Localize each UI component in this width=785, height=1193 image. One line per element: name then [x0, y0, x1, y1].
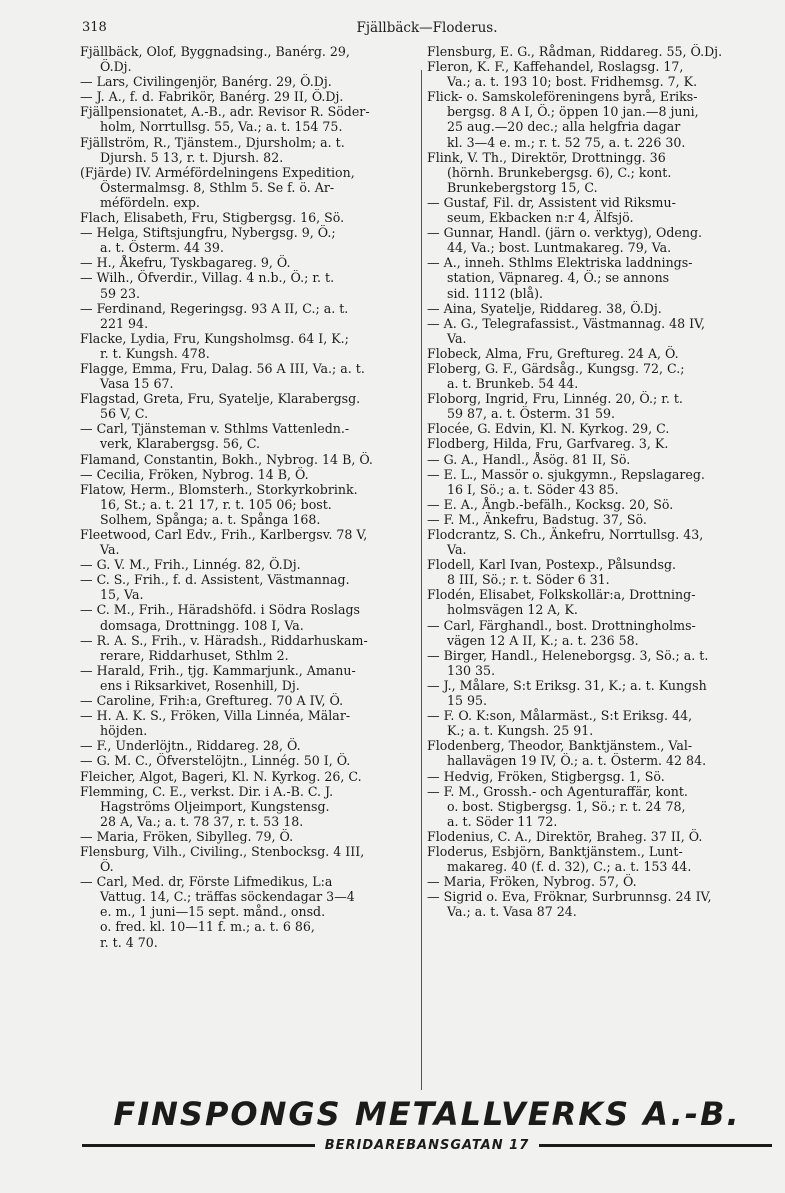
entry-continuation: 130 35. — [447, 662, 496, 678]
directory-entry: — Ferdinand, Regeringsg. 93 A II, C.; a. t. — [80, 300, 349, 316]
page-number: 318 — [82, 20, 107, 35]
directory-entry: — Sigrid o. Eva, Fröknar, Surbrunnsg. 24 IV, — [427, 889, 712, 905]
directory-entry: Flensburg, Vilh., Civiling., Stenbocksg. 4 III, — [80, 843, 365, 859]
entry-continuation: 221 94. — [100, 315, 149, 331]
directory-entry: Fleicher, Algot, Bageri, Kl. N. Kyrkog. 26, C. — [80, 768, 362, 784]
entry-continuation: e. m., 1 juni—15 sept. månd., onsd. — [100, 904, 326, 920]
entry-continuation: a. t. Österm. 44 39. — [100, 240, 224, 256]
directory-entry: Flacke, Lydia, Fru, Kungsholmsg. 64 I, K.; — [80, 330, 349, 346]
directory-entry: — Wilh., Öfverdir., Villag. 4 n.b., Ö.; r. t. — [80, 270, 335, 286]
entry-continuation: a. t. Söder 11 72. — [447, 813, 558, 829]
right-column — [427, 44, 779, 919]
entry-continuation: hallavägen 19 IV, Ö.; a. t. Österm. 42 84. — [447, 753, 707, 769]
entry-continuation: sid. 1112 (blå). — [447, 285, 544, 301]
directory-entry: Flach, Elisabeth, Fru, Stigbergsg. 16, Sö. — [80, 210, 345, 226]
entry-continuation: Vasa 15 67. — [100, 376, 174, 392]
entry-continuation: station, Väpnareg. 4, Ö.; se annons — [447, 270, 670, 286]
directory-entry: — Harald, Frih., tjg. Kammarjunk., Amanu- — [80, 662, 356, 678]
directory-entry: Fjällbäck, Olof, Byggnadsing., Banérg. 29, — [80, 44, 350, 59]
entry-continuation: bergsg. 8 A I, Ö.; öppen 10 jan.—8 juni, — [447, 104, 699, 120]
entry-continuation: o. fred. kl. 10—11 f. m.; a. t. 6 86, — [100, 919, 315, 935]
directory-entry: Flensburg, E. G., Rådman, Riddareg. 55, Ö.Dj. — [427, 44, 723, 59]
entry-continuation: vägen 12 A II, K.; a. t. 236 58. — [447, 632, 639, 648]
entry-continuation: K.; a. t. Kungsh. 25 91. — [447, 723, 594, 739]
directory-entry: — Gunnar, Handl. (järn o. verktyg), Odeng. — [427, 225, 703, 241]
entry-continuation: rerare, Riddarhuset, Sthlm 2. — [100, 647, 289, 663]
entry-continuation: 59 87, a. t. Österm. 31 59. — [447, 406, 615, 422]
entry-continuation: Va. — [100, 542, 120, 558]
entry-continuation: méfördeln. exp. — [100, 194, 200, 210]
entry-continuation: verk, Klarabergsg. 56, C. — [100, 436, 261, 452]
directory-entry: — A., inneh. Sthlms Elektriska laddnings- — [427, 255, 693, 271]
directory-entry: — E. L., Massör o. sjukgymn., Repslagareg. — [427, 466, 705, 482]
entry-continuation: 16, St.; a. t. 21 17, r. t. 105 06; bost. — [100, 496, 332, 512]
directory-entry: — Birger, Handl., Heleneborgsg. 3, Sö.; a. t. — [427, 647, 709, 663]
directory-entry: — Lars, Civilingenjör, Banérg. 29, Ö.Dj. — [80, 74, 332, 90]
entry-continuation: Ö.Dj. — [100, 59, 132, 75]
directory-entry: — Maria, Fröken, Nybrog. 57, Ö. — [427, 874, 637, 890]
directory-entry: — Hedvig, Fröken, Stigbergsg. 1, Sö. — [427, 768, 665, 784]
directory-entry: — Carl, Med. dr, Förste Lifmedikus, L:a — [80, 874, 333, 890]
directory-entry: Flamand, Constantin, Bokh., Nybrog. 14 B, Ö. — [80, 451, 373, 467]
directory-entry: Floderus, Esbjörn, Banktjänstem., Lunt- — [427, 843, 683, 859]
entry-continuation: Va. — [447, 542, 467, 558]
directory-entry: — E. A., Ångb.-befälh., Kocksg. 20, Sö. — [427, 496, 674, 512]
column-divider — [421, 70, 422, 1090]
entry-continuation: Hagströms Oljeimport, Kungstensg. — [100, 798, 330, 814]
directory-entry: — H., Åkefru, Tyskbagareg. 9, Ö. — [80, 255, 291, 271]
entry-continuation: 44, Va.; bost. Luntmakareg. 79, Va. — [447, 240, 672, 256]
directory-entry: Flagstad, Greta, Fru, Syatelje, Klarabergsg. — [80, 391, 361, 407]
entry-continuation: ens i Riksarkivet, Rosenhill, Dj. — [100, 677, 300, 693]
directory-entry: Fjällpensionatet, A.-B., adr. Revisor R. Söder- — [80, 104, 370, 120]
entry-continuation: (hörnh. Brunkebergsg. 6), C.; kont. — [447, 164, 672, 180]
directory-entry: — F. O. K:son, Målarmäst., S:t Eriksg. 44, — [427, 708, 693, 724]
directory-entry: Flodberg, Hilda, Fru, Garfvareg. 3, K. — [427, 436, 669, 452]
entry-continuation: r. t. Kungsh. 478. — [100, 345, 210, 361]
entry-continuation: Djursh. 5 13, r. t. Djursh. 82. — [100, 149, 284, 165]
entry-continuation: r. t. 4 70. — [100, 934, 158, 950]
directory-entry: Fleron, K. F., Kaffehandel, Roslagsg. 17, — [427, 59, 684, 75]
directory-entry: Flick- o. Samskoleföreningens byrå, Eriks- — [427, 89, 698, 105]
entry-continuation: Brunkebergstorg 15, C. — [447, 179, 598, 195]
advertisement — [82, 1096, 772, 1166]
entry-continuation: Ö. — [100, 859, 114, 875]
entry-continuation: seum, Ekbacken n:r 4, Älfsjö. — [447, 210, 634, 226]
directory-entry: — F., Underlöjtn., Riddareg. 28, Ö. — [80, 738, 301, 754]
directory-entry: — Caroline, Frih:a, Greftureg. 70 A IV, Ö. — [80, 693, 344, 709]
directory-entry: — A. G., Telegrafassist., Västmannag. 48 IV, — [427, 315, 706, 331]
ad-rule-left — [82, 1144, 315, 1147]
ad-rule-right — [539, 1144, 772, 1147]
entry-continuation: domsaga, Drottningg. 108 I, Va. — [100, 617, 304, 633]
directory-entry: — J. A., f. d. Fabrikör, Banérg. 29 II, Ö.Dj. — [80, 89, 344, 105]
directory-entry: — C. S., Frih., f. d. Assistent, Västmannag. — [80, 572, 350, 588]
directory-entry: — Cecilia, Fröken, Nybrog. 14 B, Ö. — [80, 466, 309, 482]
entry-continuation: Solhem, Spånga; a. t. Spånga 168. — [100, 511, 321, 527]
entry-continuation: Va. — [447, 330, 467, 346]
directory-entry: Fjällström, R., Tjänstem., Djursholm; a. t. — [80, 134, 345, 150]
directory-entry: — Carl, Tjänsteman v. Sthlms Vattenledn.- — [80, 421, 350, 437]
entry-continuation: 8 III, Sö.; r. t. Söder 6 31. — [447, 572, 610, 588]
directory-entry: Flobeck, Alma, Fru, Greftureg. 24 A, Ö. — [427, 345, 679, 361]
directory-entry: — G. V. M., Frih., Linnég. 82, Ö.Dj. — [80, 557, 301, 573]
entry-continuation: 56 V, C. — [100, 406, 149, 422]
entry-continuation: holmsvägen 12 A, K. — [447, 602, 578, 618]
directory-entry: — G. A., Handl., Åsög. 81 II, Sö. — [427, 451, 631, 467]
directory-entry: — C. M., Frih., Häradshöfd. i Södra Roslags — [80, 602, 360, 618]
directory-entry: Fleetwood, Carl Edv., Frih., Karlbergsv. 78 V, — [80, 527, 368, 542]
directory-entry: — R. A. S., Frih., v. Häradsh., Riddarhuskam- — [80, 632, 368, 648]
directory-entry: Flemming, C. E., verkst. Dir. i A.-B. C. J. — [80, 783, 334, 799]
entry-continuation: höjden. — [100, 723, 148, 739]
directory-entry: — Aina, Syatelje, Riddareg. 38, Ö.Dj. — [427, 300, 662, 316]
directory-entry: — F. M., Änkefru, Badstug. 37, Sö. — [427, 511, 647, 527]
entry-continuation: kl. 3—4 e. m.; r. t. 52 75, a. t. 226 30. — [447, 134, 686, 150]
entry-continuation: 25 aug.—20 dec.; alla helgfria dagar — [447, 119, 681, 135]
entry-continuation: a. t. Brunkeb. 54 44. — [447, 376, 579, 392]
directory-entry: Flodell, Karl Ivan, Postexp., Pålsundsg. — [427, 557, 677, 573]
entry-continuation: holm, Norrtullsg. 55, Va.; a. t. 154 75. — [100, 119, 343, 135]
entry-continuation: 15, Va. — [100, 587, 144, 603]
directory-entry: Floberg, G. F., Gärdsåg., Kungsg. 72, C.; — [427, 360, 685, 376]
directory-entry: — F. M., Grossh.- och Agenturaffär, kont. — [427, 783, 688, 799]
directory-entry: Flatow, Herm., Blomsterh., Storkyrkobrink. — [80, 481, 358, 497]
page-header — [82, 20, 772, 42]
entry-continuation: Vattug. 14, C.; träffas söckendagar 3—4 — [100, 889, 355, 905]
entry-continuation: 28 A, Va.; a. t. 78 37, r. t. 53 18. — [100, 813, 304, 829]
ad-address: BERIDAREBANSGATAN 17 — [324, 1138, 530, 1153]
entry-continuation: 15 95. — [447, 693, 488, 709]
ad-address-row — [82, 1138, 772, 1153]
directory-entry: — J., Målare, S:t Eriksg. 31, K.; a. t. Kungsh — [427, 677, 707, 693]
entry-continuation: 59 23. — [100, 285, 141, 301]
directory-entry: Flodenius, C. A., Direktör, Braheg. 37 II, Ö. — [427, 828, 703, 844]
directory-entry: Floborg, Ingrid, Fru, Linnég. 20, Ö.; r. t. — [427, 391, 683, 407]
directory-entry: — Carl, Färghandl., bost. Drottningholms- — [427, 617, 696, 633]
directory-entry: Flocée, G. Edvin, Kl. N. Kyrkog. 29, C. — [427, 421, 670, 437]
entry-continuation: Östermalmsg. 8, Sthlm 5. Se f. ö. Ar- — [100, 179, 335, 195]
directory-entry: Flodcrantz, S. Ch., Änkefru, Norrtullsg. 43, — [427, 527, 704, 542]
directory-entry: — Maria, Fröken, Sibylleg. 79, Ö. — [80, 828, 294, 844]
running-title: Fjällbäck—Floderus. — [356, 20, 498, 36]
directory-entry: Flodén, Elisabet, Folkskollär:a, Drottning- — [427, 587, 696, 603]
directory-entry: Flink, V. Th., Direktör, Drottningg. 36 — [427, 149, 666, 165]
entry-continuation: o. bost. Stigbergsg. 1, Sö.; r. t. 24 78, — [447, 798, 686, 814]
directory-entry: — Gustaf, Fil. dr, Assistent vid Riksmu- — [427, 194, 676, 210]
ad-company-name: FINSPONGS METALLVERKS A.-B. — [113, 1095, 741, 1133]
left-column — [80, 44, 420, 950]
directory-entry: (Fjärde) IV. Arméfördelningens Expedition, — [80, 164, 355, 180]
directory-entry: — H. A. K. S., Fröken, Villa Linnéa, Mälar- — [80, 708, 351, 724]
directory-entry: — Helga, Stiftsjungfru, Nybergsg. 9, Ö.; — [80, 225, 336, 241]
directory-entry: Flagge, Emma, Fru, Dalag. 56 A III, Va.; a. t. — [80, 360, 365, 376]
entry-continuation: 16 I, Sö.; a. t. Söder 43 85. — [447, 481, 619, 497]
directory-entry: — G. M. C., Öfverstelöjtn., Linnég. 50 I, Ö. — [80, 753, 351, 769]
entry-continuation: Va.; a. t. Vasa 87 24. — [447, 904, 577, 920]
entry-continuation: makareg. 40 (f. d. 32), C.; a. t. 153 44. — [447, 859, 692, 875]
entry-continuation: Va.; a. t. 193 10; bost. Fridhemsg. 7, K. — [447, 74, 698, 90]
directory-entry: Flodenberg, Theodor, Banktjänstem., Val- — [427, 738, 693, 754]
